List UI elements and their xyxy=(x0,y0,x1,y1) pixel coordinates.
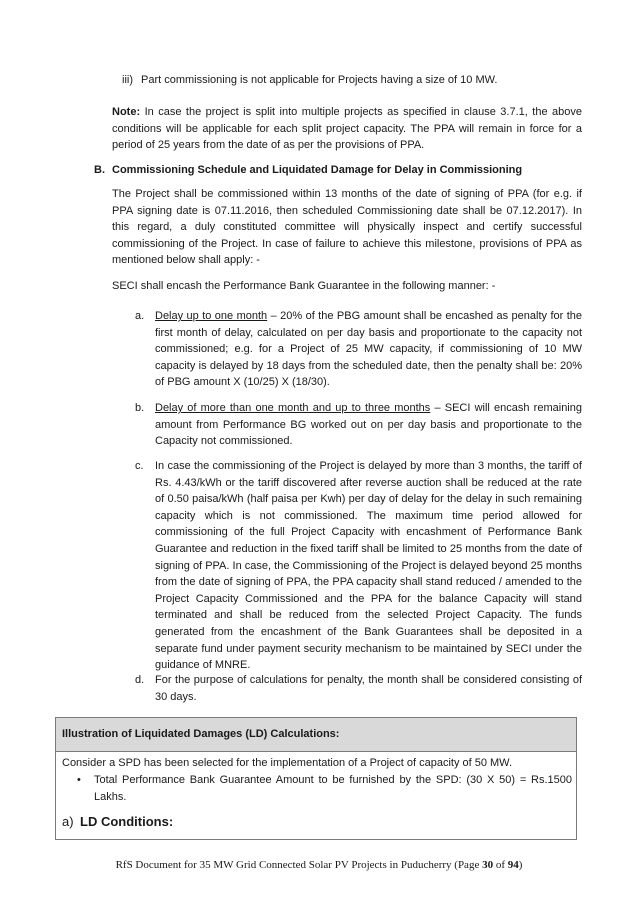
ld-marker: a) xyxy=(62,814,74,829)
section-b-heading: Commissioning Schedule and Liquidated Damage for Delay in Commissioning xyxy=(112,164,523,176)
item-c-text: In case the commissioning of the Project is delayed by more than 3 months, the tariff of Rs. 4.43/kWh or the tariff discovered after reverse auction shall be reduced at the rate of 0.50 paisa/kWh (half paisa per Kwh) per day of delay for the delay in such remaining capacity which is not commissioned. The maximum time period allowed for commissioning of the full Project Capacity with encashment of Performance Bank Guarantee and reduction in the fixed tariff shall be limited to 25 months from the date of signing of PPA. In case, the Commissioning of the Project is delayed beyond 25 months from the date of signing of PPA, the PPA capacity shall stand reduced / amended to the Project Capacity Commissioned and the PPA for the balance Capacity will stand terminated and shall be reduced from the selected Project Capacity. The funds generated from the encashment of the Bank Guarantees shall be deposited in a separate fund under payment security mechanism to be maintained by SECI under the guidance of MNRE. xyxy=(155,460,582,672)
section-b-para2: SECI shall encash the Performance Bank Guarantee in the following manner: - xyxy=(112,280,496,292)
item-c-marker: c. xyxy=(135,460,144,472)
item-a-marker: a. xyxy=(135,310,145,322)
note-paragraph xyxy=(112,104,582,154)
item-b-body: – SECI will encash remaining amount from Performance BG worked out on per day basis and proportionate to the Capacity not commissioned. xyxy=(155,402,582,448)
item-a-body: – 20% of the PBG amount shall be encashed as penalty for the first month of delay, calculated on per day basis and proportionate to the capacity not commissioned; e.g. for a Project of 25 MW capacity, if commissioning of 10 MW capacity is delayed by 18 days from the scheduled date, then the penalty shall be: 20% of PBG amount X (10/25) X (18/30). xyxy=(155,310,583,389)
footer-of: of xyxy=(493,859,508,871)
note-text: In case the project is split into multiple projects as specified in clause 3.7.1, the above conditions will be applicable for each split project capacity. The PPA will remain in force for a period of 25 years from the date of as per the provisions of PPA. xyxy=(112,106,582,152)
item-b-text xyxy=(155,400,582,450)
illustration-bullet: Total Performance Bank Guarantee Amount to be furnished by the SPD: (30 X 50) = Rs.1500 Lakhs. xyxy=(94,774,572,803)
item-d-marker: d. xyxy=(135,674,145,686)
item-b-marker: b. xyxy=(135,402,145,414)
note-label: Note: xyxy=(112,106,141,118)
illustration-box xyxy=(55,717,577,840)
section-b-marker: B. xyxy=(94,164,105,176)
footer-total-pages: 94 xyxy=(507,859,519,871)
illustration-body xyxy=(56,752,576,839)
ld-heading: LD Conditions: xyxy=(80,814,174,829)
footer-prefix: RfS Document for 35 MW Grid Connected Solar PV Projects in Puducherry (Page xyxy=(115,859,483,871)
item-d-text: For the purpose of calculations for penalty, the month shall be considered consisting of 30 days. xyxy=(155,674,582,703)
section-b-para1: The Project shall be commissioned within 13 months of the date of signing of PPA (for e.g. if PPA signing date is 07.11.2016, then scheduled Commissioning date shall be 07.12.2017). In this regard, a duly constituted committee will physically inspect and certify successful commissioning of the Project. In case of failure to achieve this milestone, provisions of PPA as mentioned below shall apply: - xyxy=(112,188,582,267)
item-iii-marker: iii) xyxy=(122,74,133,86)
bullet-icon: • xyxy=(77,774,81,786)
item-iii-text: Part commissioning is not applicable for Projects having a size of 10 MW. xyxy=(141,74,498,86)
illustration-title: Illustration of Liquidated Damages (LD) Calculations: xyxy=(56,718,576,752)
page-footer xyxy=(0,858,638,872)
item-a-underlined: Delay up to one month xyxy=(155,310,268,322)
footer-page-number: 30 xyxy=(482,859,494,871)
item-b-underlined: Delay of more than one month and up to three months xyxy=(155,402,431,414)
item-a-text xyxy=(155,308,582,391)
footer-suffix: ) xyxy=(518,859,523,871)
illustration-intro: Consider a SPD has been selected for the implementation of a Project of capacity of 50 MW. xyxy=(62,757,513,769)
